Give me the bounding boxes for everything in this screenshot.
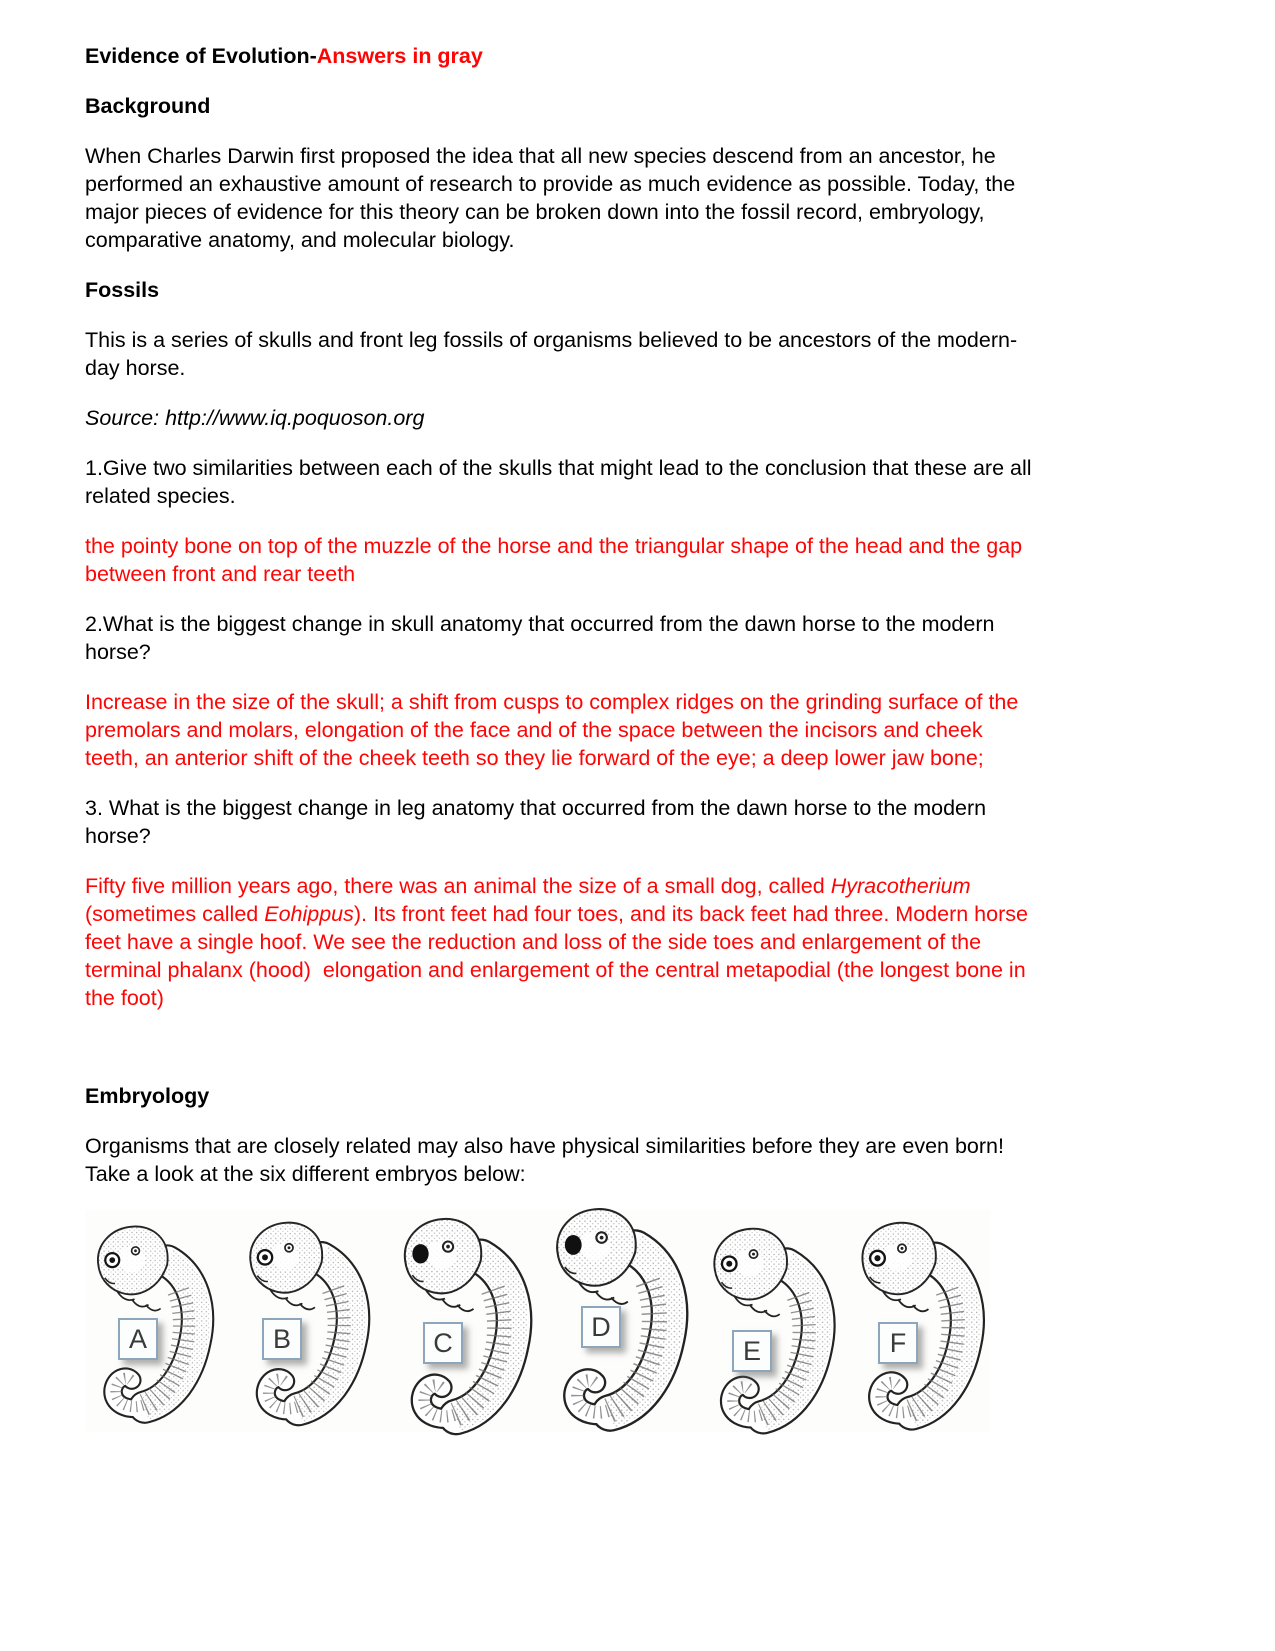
paragraph-line: Take a look at the six different embryos below: (85, 1162, 526, 1186)
answer-text: (sometimes called (85, 902, 265, 926)
embryo-illustration (85, 1210, 990, 1432)
paragraph-line: performed an exhaustive amount of research to provide as much evidence as possible. Today, the (85, 172, 1016, 196)
answer-text: Fifty five million years ago, there was an animal the size of a small dog, called (85, 874, 831, 898)
question-line: 2.What is the biggest change in skull anatomy that occurred from the dawn horse to the modern (85, 612, 995, 636)
answer-text: ). Its front feet had four toes, and its back feet had three. Modern horse (353, 902, 1028, 926)
question-line: 3. What is the biggest change in leg anatomy that occurred from the dawn horse to the modern (85, 796, 987, 820)
answer-line: feet have a single hoof. We see the reduction and loss of the side toes and enlargement of the (85, 930, 982, 954)
source-line (85, 404, 1205, 432)
embryo-c (405, 1219, 514, 1418)
heading-background: Background (85, 94, 211, 118)
question-3 (85, 794, 1205, 850)
title-main: Evidence of Evolution- (85, 44, 317, 68)
answer-line: terminal phalanx (hood) elongation and enlargement of the central metapodial (the longest bone in (85, 958, 1026, 982)
question-line: horse? (85, 640, 151, 664)
heading-embryology: Embryology (85, 1084, 210, 1108)
question-1 (85, 454, 1205, 510)
paragraph-line: comparative anatomy, and molecular biology. (85, 228, 515, 252)
embryology-paragraph (85, 1132, 1205, 1188)
fossils-intro-paragraph (85, 326, 1205, 382)
background-paragraph (85, 142, 1205, 254)
answer-line: teeth, an anterior shift of the cheek teeth so they lie forward of the eye; a deep lower jaw bone; (85, 746, 984, 770)
embryo-label-d: D (581, 1306, 621, 1348)
embryo-e (714, 1229, 818, 1419)
embryo-b (250, 1223, 353, 1411)
species-name-italic: Eohippus (264, 902, 354, 926)
embryo-f (862, 1223, 967, 1415)
answer-3 (85, 872, 1205, 1012)
answer-1 (85, 532, 1205, 588)
embryo-label-e: E (732, 1330, 772, 1372)
paragraph-line: major pieces of evidence for this theory can be broken down into the fossil record, embryology, (85, 200, 985, 224)
answer-line: the pointy bone on top of the muzzle of the horse and the triangular shape of the head and the gap (85, 534, 1023, 558)
embryo-label-f: F (878, 1322, 918, 1364)
answer-line: between front and rear teeth (85, 562, 356, 586)
answer-2 (85, 688, 1205, 772)
answer-line: Increase in the size of the skull; a shift from cusps to complex ridges on the grinding surface of the (85, 690, 1019, 714)
paragraph-line: day horse. (85, 356, 186, 380)
answer-line: premolars and molars, elongation of the face and of the space between the incisors and cheek (85, 718, 983, 742)
heading-fossils: Fossils (85, 278, 160, 302)
source-text: Source: http://www.iq.poquoson.org (85, 406, 425, 430)
question-line: 1.Give two similarities between each of the skulls that might lead to the conclusion that these are all (85, 456, 1032, 480)
question-2 (85, 610, 1205, 666)
species-name-italic: Hyracotherium (830, 874, 971, 898)
paragraph-line: This is a series of skulls and front leg fossils of organisms believed to be ancestors of the modern- (85, 328, 1018, 352)
paragraph-line: Organisms that are closely related may also have physical similarities before they are even born! (85, 1134, 1004, 1158)
question-line: related species. (85, 484, 236, 508)
embryo-label-c: C (423, 1322, 463, 1364)
embryo-label-b: B (262, 1318, 302, 1360)
document-title (85, 42, 1205, 70)
embryo-figure (85, 1210, 990, 1432)
answer-line (85, 872, 1205, 900)
question-line: horse? (85, 824, 151, 848)
title-answer-note: Answers in gray (316, 44, 483, 68)
answer-line: the foot) (85, 986, 164, 1010)
answer-line (85, 900, 1205, 928)
paragraph-line: When Charles Darwin first proposed the idea that all new species descend from an ancestor, he (85, 144, 996, 168)
embryo-label-a: A (118, 1318, 158, 1360)
